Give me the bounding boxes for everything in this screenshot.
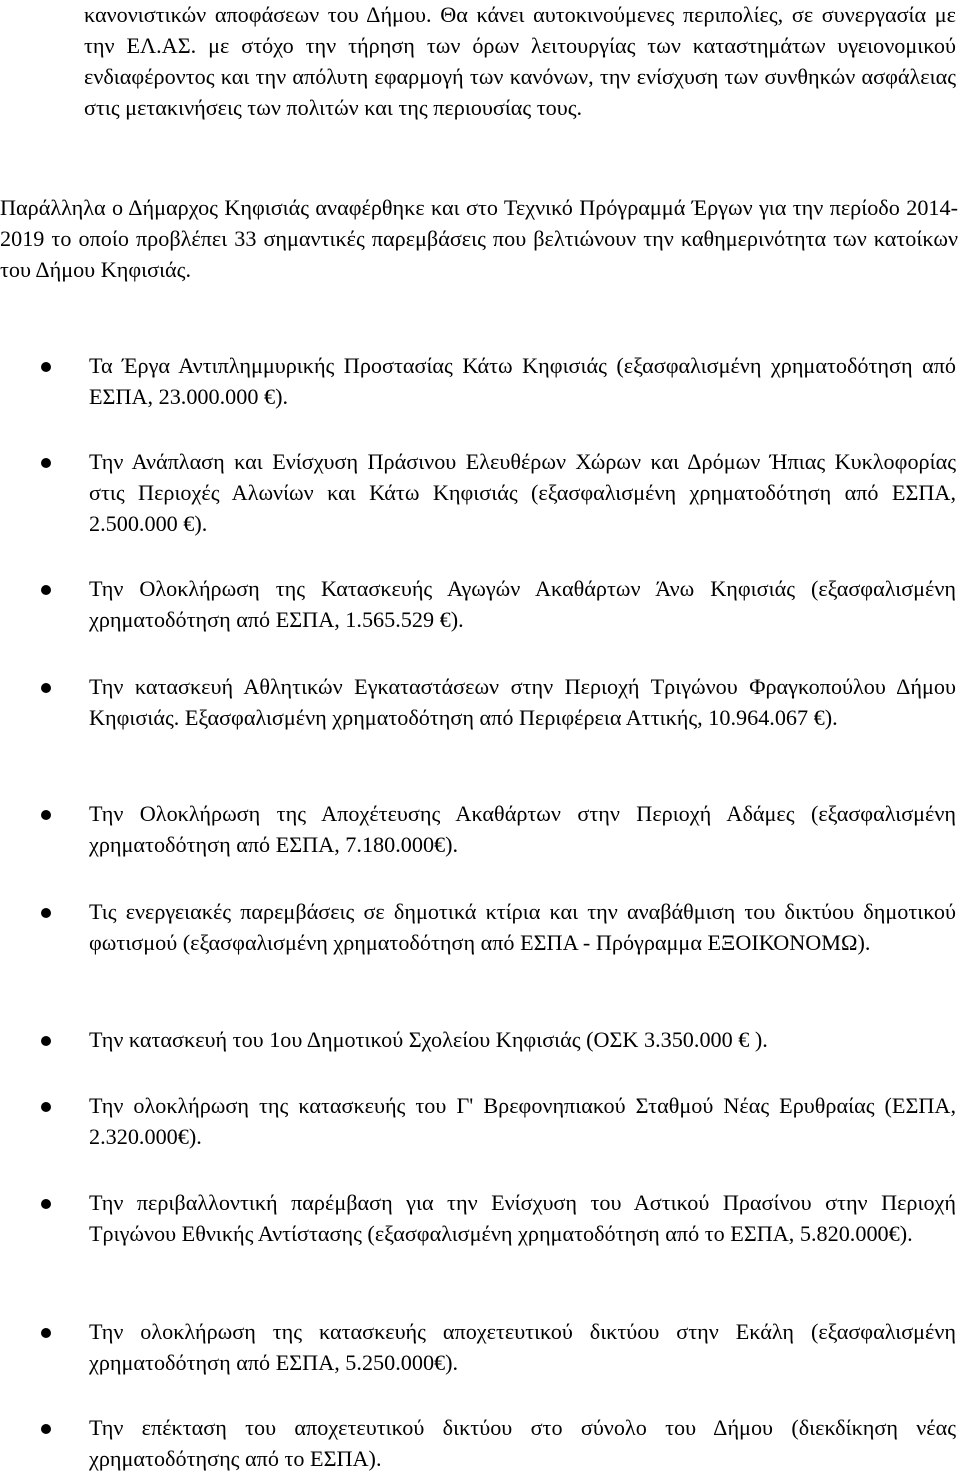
- list-item-text: Την επέκταση του αποχετευτικού δικτύου στο σύνολο του Δήμου (διεκδίκηση νέας χρηματοδότησης από το ΕΣΠΑ).: [89, 1415, 956, 1471]
- continuation-paragraph: κανονιστικών αποφάσεων του Δήμου. Θα κάνει αυτοκινούμενες περιπολίες, σε συνεργασία με την ΕΛ.ΑΣ. με στόχο την τήρηση των όρων λειτουργίας των καταστημάτων υγειονομικού ενδιαφέροντος και την απόλυτη εφαρμογή των κανόνων, την ενίσχυση των συνθηκών ασφάλειας στις μετακινήσεις των πολιτών και της περιουσίας τους.: [84, 2, 956, 120]
- bullet-icon: [41, 1199, 51, 1209]
- list-item-text: Την κατασκευή του 1ου Δημοτικού Σχολείου Κηφισιάς (ΟΣΚ 3.350.000 € ).: [89, 1027, 768, 1052]
- bullet-icon: [41, 908, 51, 918]
- list-item-text: Την ολοκλήρωση της κατασκευής αποχετευτικού δικτύου στην Εκάλη (εξασφαλισμένη χρηματοδότηση από ΕΣΠΑ, 5.250.000€).: [89, 1319, 956, 1375]
- list-item-text: Την Ολοκλήρωση της Κατασκευής Αγωγών Ακαθάρτων Άνω Κηφισιάς (εξασφαλισμένη χρηματοδότηση από ΕΣΠΑ, 1.565.529 €).: [89, 576, 956, 632]
- bullet-icon: [41, 1102, 51, 1112]
- list-item-text: Την κατασκευή Αθλητικών Εγκαταστάσεων στην Περιοχή Τριγώνου Φραγκοπούλου Δήμου Κηφισιάς. Εξασφαλισμένη χρηματοδότηση από Περιφέρεια Αττικής, 10.964.067 €).: [89, 674, 956, 730]
- bullet-icon: [41, 810, 51, 820]
- bullet-icon: [41, 683, 51, 693]
- bullet-icon: [41, 362, 51, 372]
- list-item-text: Την Ανάπλαση και Ενίσχυση Πράσινου Ελευθέρων Χώρων και Δρόμων Ήπιας Κυκλοφορίας στις Περιοχές Αλωνίων και Κάτω Κηφισιάς (εξασφαλισμένη χρηματοδότηση από ΕΣΠΑ, 2.500.000 €).: [89, 449, 956, 536]
- list-item-text: Την περιβαλλοντική παρέμβαση για την Ενίσχυση του Αστικού Πρασίνου στην Περιοχή Τριγώνου Εθνικής Αντίστασης (εξασφαλισμένη χρηματοδότηση από το ΕΣΠΑ, 5.820.000€).: [89, 1190, 956, 1246]
- bullet-icon: [41, 1036, 51, 1046]
- intro-paragraph: Παράλληλα ο Δήμαρχος Κηφισιάς αναφέρθηκε και στο Τεχνικό Πρόγραμμά Έργων για την περίοδο 2014-2019 το οποίο προβλέπει 33 σημαντικές παρεμβάσεις που βελτιώνουν την καθημερινότητα των κατοίκων του Δήμου Κηφισιάς.: [0, 195, 958, 282]
- list-item-text: Την Ολοκλήρωση της Αποχέτευσης Ακαθάρτων στην Περιοχή Αδάμες (εξασφαλισμένη χρηματοδότηση από ΕΣΠΑ, 7.180.000€).: [89, 801, 956, 857]
- list-item-text: Την ολοκλήρωση της κατασκευής του Γ' Βρεφονηπιακού Σταθμού Νέας Ερυθραίας (ΕΣΠΑ, 2.320.000€).: [89, 1093, 956, 1149]
- list-item-text: Τις ενεργειακές παρεμβάσεις σε δημοτικά κτίρια και την αναβάθμιση του δικτύου δημοτικού φωτισμού (εξασφαλισμένη χρηματοδότηση από ΕΣΠΑ - Πρόγραμμα ΕΞΟΙΚΟΝΟΜΩ).: [89, 899, 956, 955]
- bullet-icon: [41, 1424, 51, 1434]
- list-item-text: Τα Έργα Αντιπλημμυρικής Προστασίας Κάτω Κηφισιάς (εξασφαλισμένη χρηματοδότηση από ΕΣΠΑ, 23.000.000 €).: [89, 353, 956, 409]
- bullet-icon: [41, 585, 51, 595]
- bullet-icon: [41, 1328, 51, 1338]
- bullet-icon: [41, 458, 51, 468]
